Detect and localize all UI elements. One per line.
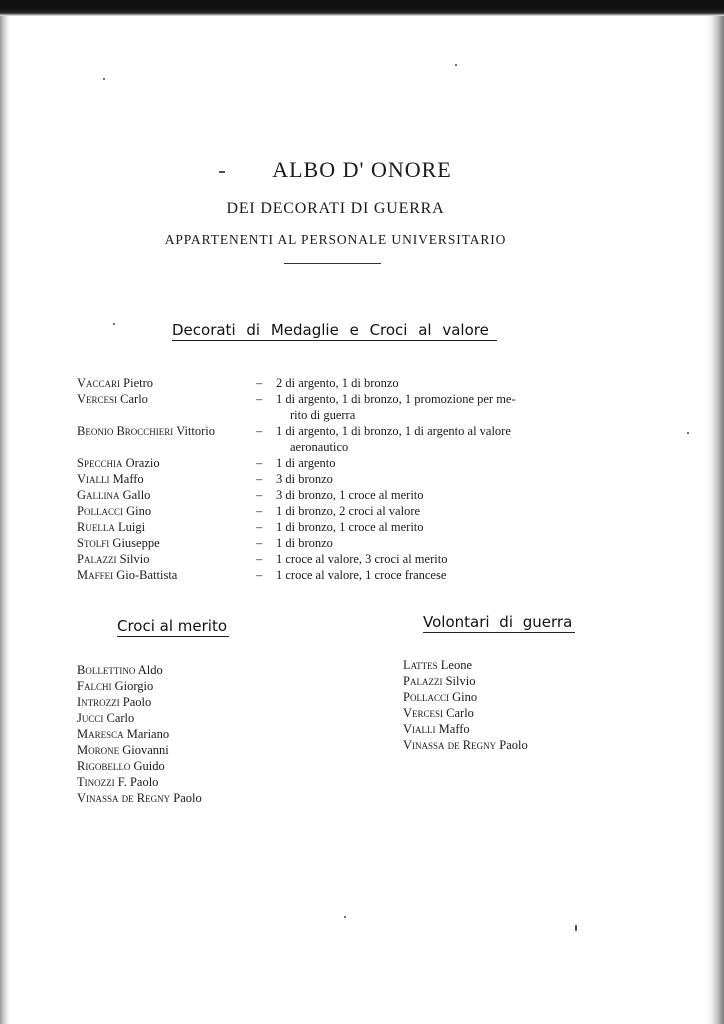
medal-award: 1 di argento, 1 di bronzo, 1 di argento al valore bbox=[276, 424, 511, 438]
medal-first-name: Vittorio bbox=[176, 424, 216, 438]
medal-award: 3 di bronzo bbox=[276, 472, 333, 486]
volontari-item-first-name: Leone bbox=[440, 658, 472, 672]
scan-speck bbox=[575, 925, 577, 931]
medal-award: 3 di bronzo, 1 croce al merito bbox=[276, 488, 424, 502]
volontari-item-first-name: Carlo bbox=[446, 706, 474, 720]
medal-dash: – bbox=[256, 376, 263, 390]
medal-row bbox=[77, 471, 637, 487]
page-subsubtitle: APPARTENENTI AL PERSONALE UNIVERSITARIO bbox=[164, 232, 507, 247]
volontari-item-surname: Vinassa de Regny bbox=[403, 738, 497, 752]
medal-person-name bbox=[77, 455, 160, 471]
medal-dash: – bbox=[256, 488, 263, 502]
medal-award: 1 di argento, 1 di bronzo, 1 promozione per me- bbox=[276, 392, 516, 406]
medal-person-name bbox=[77, 487, 150, 503]
croci-merito-item bbox=[77, 678, 153, 694]
medal-row bbox=[77, 503, 637, 519]
medal-surname: Vaccari bbox=[77, 376, 121, 390]
page-subtitle: DEI DECORATI DI GUERRA bbox=[226, 200, 445, 217]
medal-person-name bbox=[77, 519, 145, 535]
medal-person-name bbox=[77, 567, 177, 583]
medal-surname: Specchia bbox=[77, 456, 123, 470]
medal-surname: Beonio Brocchieri bbox=[77, 424, 174, 438]
medal-row bbox=[77, 455, 637, 471]
medal-first-name: Luigi bbox=[117, 520, 146, 534]
medal-award: 1 di argento bbox=[276, 456, 336, 470]
medal-dash: – bbox=[256, 568, 263, 582]
croci-merito-item-surname: Tinozzi bbox=[77, 775, 115, 789]
croci-merito-item-first-name: F. Paolo bbox=[117, 775, 159, 789]
medal-award-continuation: rito di guerra bbox=[290, 408, 356, 422]
croci-merito-item-surname: Vinassa de Regny bbox=[77, 791, 171, 805]
volontari-item-first-name: Silvio bbox=[445, 674, 476, 688]
medal-person-name bbox=[77, 503, 151, 519]
medal-row bbox=[77, 423, 637, 455]
medal-dash: – bbox=[256, 520, 263, 534]
medal-first-name: Orazio bbox=[125, 456, 160, 470]
medal-award: 1 croce al valore, 3 croci al merito bbox=[276, 552, 448, 566]
volontari-item-surname: Vialli bbox=[403, 722, 436, 736]
medal-dash: – bbox=[256, 424, 263, 438]
croci-merito-item-surname: Jucci bbox=[77, 711, 104, 725]
croci-merito-item bbox=[77, 726, 169, 742]
medal-award: 1 di bronzo, 2 croci al valore bbox=[276, 504, 421, 518]
croci-merito-item bbox=[77, 774, 158, 790]
medal-dash: – bbox=[256, 536, 263, 550]
volontari-item-surname: Pollacci bbox=[403, 690, 449, 704]
medal-surname: Ruella bbox=[77, 520, 115, 534]
medal-award-continuation: aeronautico bbox=[290, 440, 349, 454]
croci-merito-item bbox=[77, 790, 202, 806]
volontari-item bbox=[403, 721, 470, 737]
croci-merito-item-first-name: Giorgio bbox=[114, 679, 154, 693]
croci-merito-item-surname: Rigobello bbox=[77, 759, 131, 773]
croci-merito-item-first-name: Giovanni bbox=[122, 743, 169, 757]
medal-row bbox=[77, 487, 637, 503]
croci-merito-item bbox=[77, 694, 151, 710]
medal-dash: – bbox=[256, 456, 263, 470]
volontari-item-surname: Lattes bbox=[403, 658, 438, 672]
medal-surname: Stolfi bbox=[77, 536, 110, 550]
medal-row bbox=[77, 551, 637, 567]
croci-merito-item bbox=[77, 742, 169, 758]
medal-surname: Vialli bbox=[77, 472, 110, 486]
medal-person-name bbox=[77, 391, 148, 407]
medal-first-name: Carlo bbox=[120, 392, 148, 406]
medal-surname: Gallina bbox=[77, 488, 120, 502]
medal-dash: – bbox=[256, 552, 263, 566]
medal-dash: – bbox=[256, 504, 263, 518]
scan-speck bbox=[687, 432, 689, 434]
croci-merito-item-first-name: Carlo bbox=[106, 711, 135, 725]
scan-top-edge bbox=[0, 0, 724, 16]
medal-first-name: Gallo bbox=[122, 488, 151, 502]
medal-first-name: Gino bbox=[126, 504, 152, 518]
volontari-item bbox=[403, 689, 477, 705]
volontari-item bbox=[403, 705, 474, 721]
medal-dash: – bbox=[256, 392, 263, 406]
medal-surname: Palazzi bbox=[77, 552, 117, 566]
page-title: ALBO D' ONORE bbox=[272, 157, 452, 182]
volontari-item-first-name: Gino bbox=[452, 690, 478, 704]
medal-person-name bbox=[77, 423, 215, 439]
medal-first-name: Silvio bbox=[119, 552, 150, 566]
medal-award: 1 croce al valore, 1 croce francese bbox=[276, 568, 447, 582]
scan-speck bbox=[113, 323, 115, 325]
croci-merito-item bbox=[77, 662, 163, 678]
croci-merito-item-surname: Introzzi bbox=[77, 695, 120, 709]
volontari-item bbox=[403, 737, 528, 753]
croci-merito-item-surname: Morone bbox=[77, 743, 120, 757]
medal-first-name: Gio-Battista bbox=[116, 568, 178, 582]
croci-merito-item-first-name: Paolo bbox=[122, 695, 152, 709]
medal-person-name bbox=[77, 535, 160, 551]
croci-merito-item bbox=[77, 758, 165, 774]
medal-first-name: Giuseppe bbox=[112, 536, 160, 550]
volontari-item-surname: Vercesi bbox=[403, 706, 444, 720]
medal-award: 1 di bronzo, 1 croce al merito bbox=[276, 520, 424, 534]
croci-merito-item-surname: Falchi bbox=[77, 679, 112, 693]
croci-merito-item bbox=[77, 710, 134, 726]
croci-merito-item-surname: Bollettino bbox=[77, 663, 136, 677]
medal-award: 2 di argento, 1 di bronzo bbox=[276, 376, 399, 390]
scan-speck bbox=[344, 916, 346, 918]
volontari-item-first-name: Maffo bbox=[438, 722, 470, 736]
medal-award: 1 di bronzo bbox=[276, 536, 333, 550]
medal-person-name bbox=[77, 551, 149, 567]
section-heading-medaglie: Decorati di Medaglie e Croci al valore bbox=[172, 321, 497, 341]
medal-row bbox=[77, 519, 637, 535]
croci-merito-item-first-name: Mariano bbox=[126, 727, 170, 741]
croci-merito-item-surname: Maresca bbox=[77, 727, 124, 741]
croci-merito-item-first-name: Aldo bbox=[137, 663, 163, 677]
section-heading-volontari: Volontari di guerra bbox=[423, 613, 575, 633]
medal-first-name: Maffo bbox=[112, 472, 144, 486]
medal-row bbox=[77, 535, 637, 551]
volontari-item bbox=[403, 673, 475, 689]
medal-row bbox=[77, 391, 637, 423]
medal-surname: Pollacci bbox=[77, 504, 123, 518]
medal-row bbox=[77, 375, 637, 391]
title-rule bbox=[284, 263, 381, 264]
croci-merito-item-first-name: Paolo bbox=[173, 791, 202, 805]
medal-surname: Vercesi bbox=[77, 392, 118, 406]
medal-person-name bbox=[77, 375, 153, 391]
section-heading-croci-merito: Croci al merito bbox=[117, 617, 228, 635]
medal-dash: – bbox=[256, 472, 263, 486]
medal-first-name: Pietro bbox=[123, 376, 154, 390]
croci-merito-item-first-name: Guido bbox=[133, 759, 165, 773]
scan-speck bbox=[455, 64, 457, 66]
medal-surname: Maffei bbox=[77, 568, 114, 582]
medal-person-name bbox=[77, 471, 144, 487]
scan-speck bbox=[103, 78, 105, 80]
volontari-item bbox=[403, 657, 472, 673]
volontari-item-first-name: Paolo bbox=[499, 738, 528, 752]
medal-row bbox=[77, 567, 637, 583]
volontari-item-surname: Palazzi bbox=[403, 674, 443, 688]
